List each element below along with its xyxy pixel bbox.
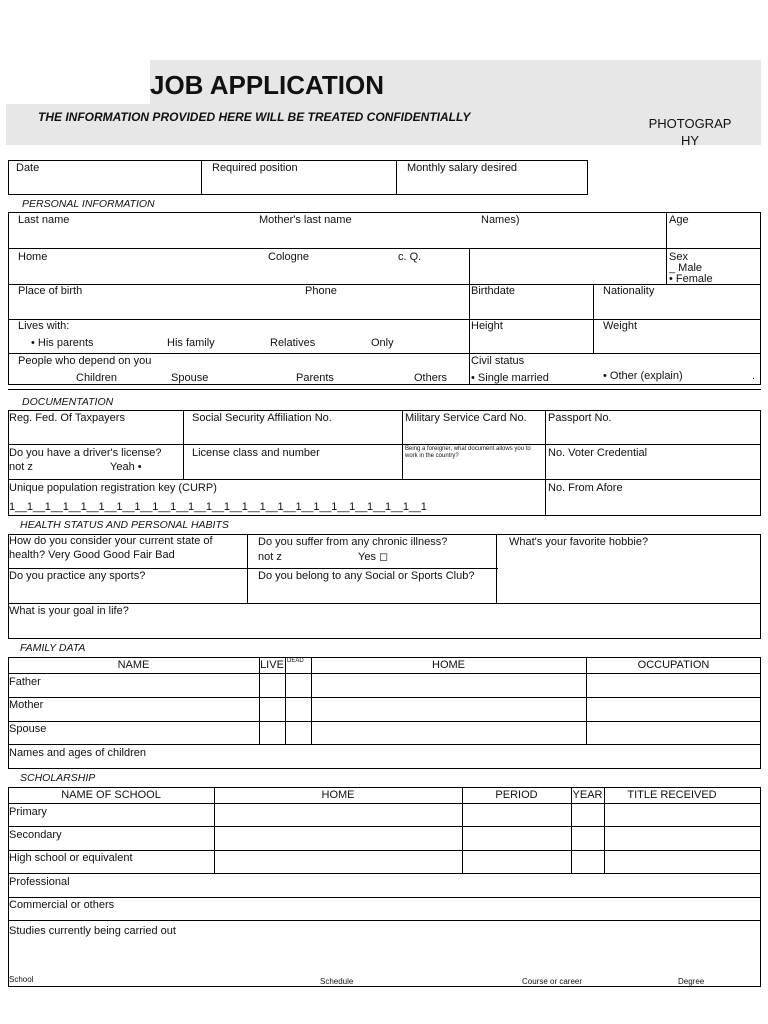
military-card-label: Military Service Card No. <box>405 412 527 424</box>
chronic-illness-label: Do you suffer from any chronic illness? <box>258 536 448 548</box>
scholarship-col-period: PERIOD <box>495 789 538 801</box>
health-heading: HEALTH STATUS AND PERSONAL HABITS <box>20 519 229 531</box>
lives-with-only-option[interactable]: Only <box>371 337 394 349</box>
current-studies-label: Studies currently being carried out <box>9 925 176 937</box>
place-of-birth-label: Place of birth <box>18 285 83 297</box>
current-studies-course: Course or career <box>522 977 583 986</box>
home-label: Home <box>18 251 48 263</box>
family-row-spouse: Spouse <box>9 723 47 735</box>
family-col-dead: DEAD <box>287 658 304 664</box>
birthdate-label: Birthdate <box>471 285 516 297</box>
dependents-spouse-option[interactable]: Spouse <box>171 372 209 384</box>
scholarship-col-year: YEAR <box>572 789 603 801</box>
names-label: Names) <box>481 214 520 226</box>
scholarship-row-commercial: Commercial or others <box>9 899 115 911</box>
dependents-others-option[interactable]: Others <box>414 372 448 384</box>
passport-label: Passport No. <box>548 412 612 424</box>
scholarship-row-professional: Professional <box>9 876 70 888</box>
scholarship-row-high-school: High school or equivalent <box>9 852 133 864</box>
sex-label: Sex <box>669 251 688 263</box>
drivers-license-yes-option[interactable]: Yeah • <box>110 461 142 473</box>
photo-label-line1: PHOTOGRAP <box>648 116 732 131</box>
civil-status-single-married[interactable]: • Single married <box>471 372 549 384</box>
favorite-hobbie-label: What's your favorite hobbie? <box>509 536 649 548</box>
weight-label: Weight <box>603 320 638 332</box>
drivers-license-no-option[interactable]: not z <box>9 461 33 473</box>
confidential-notice: THE INFORMATION PROVIDED HERE WILL BE TREATED CONFIDENTIALLY <box>38 110 471 124</box>
phone-label: Phone <box>305 285 337 297</box>
sex-option-female[interactable]: • Female <box>669 273 713 284</box>
foreigner-document-label: Being a foreigner, what document allows you to work in the country? <box>405 446 531 459</box>
required-position-label: Required position <box>212 162 298 174</box>
age-label: Age <box>669 214 689 226</box>
date-label: Date <box>16 162 40 174</box>
family-row-father: Father <box>9 676 41 688</box>
lives-with-label: Lives with: <box>18 320 70 332</box>
dependents-label: People who depend on you <box>18 355 152 367</box>
family-col-home: HOME <box>432 659 465 671</box>
dependents-parents-option[interactable]: Parents <box>296 372 334 384</box>
lives-with-family-option[interactable]: His family <box>167 337 215 349</box>
height-label: Height <box>471 320 503 332</box>
lives-with-relatives-option[interactable]: Relatives <box>270 337 316 349</box>
family-row-mother: Mother <box>9 699 44 711</box>
lives-with-parents-option[interactable]: • His parents <box>31 337 94 349</box>
practice-sports-label: Do you practice any sports? <box>9 570 146 582</box>
family-col-occupation: OCCUPATION <box>637 659 710 671</box>
mothers-last-name-label: Mother's last name <box>259 214 352 226</box>
chronic-illness-yes-option[interactable]: Yes ◻ <box>358 551 389 563</box>
health-state-question-line1: How do you consider your current state of <box>9 535 213 547</box>
sex-option-male[interactable]: _ Male <box>669 262 703 274</box>
scholarship-col-title: TITLE RECEIVED <box>627 789 717 801</box>
civil-status-label: Civil status <box>471 355 525 367</box>
page-title: JOB APPLICATION <box>150 70 385 100</box>
monthly-salary-label: Monthly salary desired <box>407 162 518 174</box>
curp-input-blanks[interactable]: 1__1__1__1__1__1__1__1__1__1__1__1__1__1__1__1__1__1__1__1__1__1__1__1 <box>9 501 427 513</box>
civil-status-dot: . <box>752 370 756 382</box>
photo-label <box>640 115 740 149</box>
civil-status-other[interactable]: • Other (explain) <box>603 370 683 382</box>
scholarship-table <box>8 787 761 987</box>
license-class-label: License class and number <box>192 447 320 459</box>
current-studies-schedule: Schedule <box>320 977 354 986</box>
photo-label-line2: HY <box>680 133 700 148</box>
last-name-label: Last name <box>18 214 70 226</box>
scholarship-row-secondary: Secondary <box>9 829 62 841</box>
family-row-children: Names and ages of children <box>9 747 146 759</box>
social-security-label: Social Security Affiliation No. <box>192 412 332 424</box>
family-col-name: NAME <box>117 659 150 671</box>
cologne-label: Cologne <box>268 251 309 263</box>
drivers-license-label: Do you have a driver's license? <box>9 447 162 459</box>
family-data-heading: FAMILY DATA <box>20 642 86 654</box>
afore-number-label: No. From Afore <box>548 482 623 494</box>
current-studies-degree: Degree <box>678 977 705 986</box>
scholarship-row-primary: Primary <box>9 806 47 818</box>
scholarship-heading: SCHOLARSHIP <box>20 772 96 784</box>
current-studies-school: School <box>9 975 34 984</box>
scholarship-col-school: NAME OF SCHOOL <box>61 789 161 801</box>
life-goal-label: What is your goal in life? <box>9 605 129 617</box>
health-state-question-line2: health? Very Good Good Fair Bad <box>9 549 175 561</box>
family-col-live: LIVE <box>260 659 284 671</box>
taxpayers-label: Reg. Fed. Of Taxpayers <box>9 412 125 424</box>
personal-info-heading: PERSONAL INFORMATION <box>22 198 155 210</box>
social-club-label: Do you belong to any Social or Sports Club? <box>258 570 475 582</box>
dependents-children-option[interactable]: Children <box>76 372 117 384</box>
curp-label: Unique population registration key (CURP) <box>9 482 217 494</box>
chronic-illness-no-option[interactable]: not z <box>258 551 282 563</box>
cq-label: c. Q. <box>398 251 422 263</box>
nationality-label: Nationality <box>603 285 655 297</box>
documentation-heading: DOCUMENTATION <box>22 396 114 408</box>
scholarship-col-home: HOME <box>321 789 355 801</box>
voter-credential-label: No. Voter Credential <box>548 447 648 459</box>
